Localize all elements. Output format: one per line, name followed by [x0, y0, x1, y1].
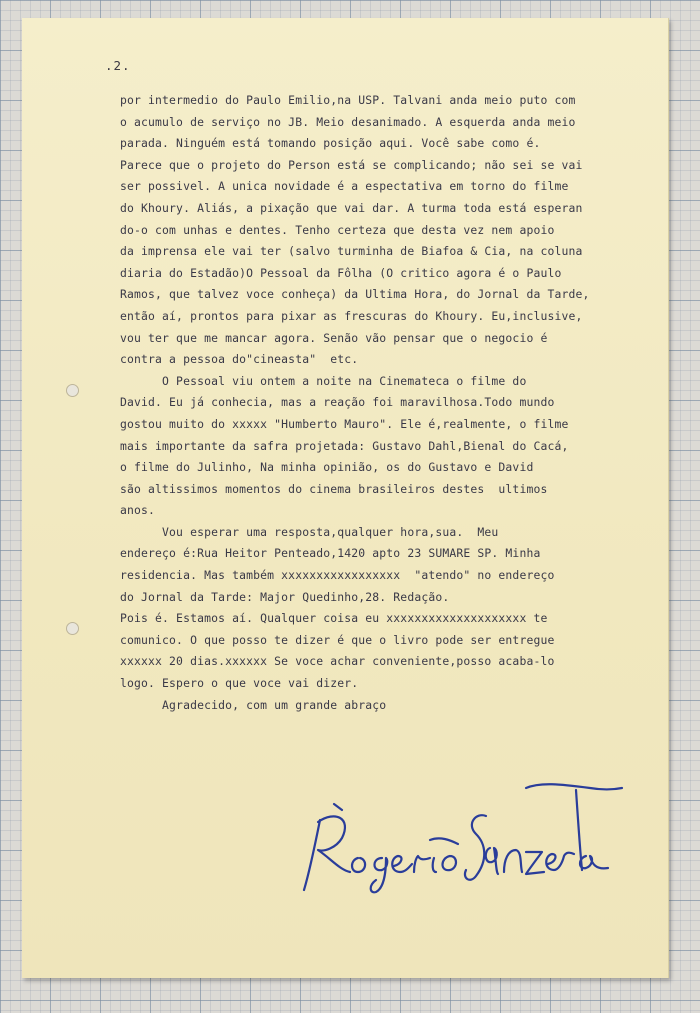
- letter-line: são altissimos momentos do cinema brasileiros destes ultimos: [120, 481, 548, 496]
- letter-line: Ramos, que talvez voce conheça) da Ultima Hora, do Jornal da Tarde,: [120, 287, 590, 302]
- page-number: .2.: [105, 58, 131, 73]
- letter-line: O Pessoal viu ontem a noite na Cinemateca o filme do: [120, 373, 527, 388]
- letter-line: logo. Espero o que voce vai dizer.: [120, 676, 359, 691]
- letter-line: diaria do Estadão)O Pessoal da Fôlha (O critico agora é o Paulo: [120, 265, 562, 280]
- letter-line: por intermedio do Paulo Emilio,na USP. Talvani anda meio puto com: [120, 93, 576, 107]
- letter-line: o acumulo de serviço no JB. Meio desanimado. A esquerda anda meio: [120, 114, 576, 129]
- letter-line: Parece que o projeto do Person está se complicando; não sei se vai: [120, 157, 583, 172]
- letter-line: residencia. Mas também xxxxxxxxxxxxxxxxx "atendo" no endereço: [120, 568, 555, 583]
- letter-line: o filme do Julinho, Na minha opinião, os do Gustavo e David: [120, 460, 534, 475]
- letter-line: então aí, prontos para pixar as frescuras do Khoury. Eu,inclusive,: [120, 308, 583, 323]
- letter-line: do Jornal da Tarde: Major Quedinho,28. Redação.: [120, 589, 450, 604]
- letter-line: David. Eu já conhecia, mas a reação foi maravilhosa.Todo mundo: [120, 395, 555, 410]
- letter-line: Pois é. Estamos aí. Qualquer coisa eu xxxxxxxxxxxxxxxxxxxx te: [120, 611, 548, 626]
- letter-line: Vou esperar uma resposta,qualquer hora,sua. Meu: [120, 524, 499, 539]
- punch-hole-bottom: [66, 622, 79, 635]
- letter-body: [120, 90, 620, 716]
- letter-line: ser possivel. A unica novidade é a espectativa em torno do filme: [120, 179, 569, 194]
- letter-line: vou ter que me mancar agora. Senão vão pensar que o negocio é: [120, 330, 548, 345]
- punch-hole-top: [66, 384, 79, 397]
- signature-drawing: [290, 760, 630, 900]
- letter-line: Agradecido, com um grande abraço: [120, 697, 387, 712]
- letter-line: endereço é:Rua Heitor Penteado,1420 apto 23 SUMARE SP. Minha: [120, 546, 541, 561]
- letter-line: do-o com unhas e dentes. Tenho certeza que desta vez nem apoio: [120, 222, 555, 237]
- letter-line: mais importante da safra projetada: Gustavo Dahl,Bienal do Cacá,: [120, 438, 569, 453]
- letter-line: do Khoury. Aliás, a pixação que vai dar. A turma toda está esperan: [120, 200, 583, 215]
- letter-line: contra a pessoa do"cineasta" etc.: [120, 352, 359, 367]
- signature: [290, 760, 630, 900]
- letter-line: comunico. O que posso te dizer é que o livro pode ser entregue: [120, 632, 555, 647]
- letter-line: anos.: [120, 503, 156, 518]
- letter-line: xxxxxx 20 dias.xxxxxx Se voce achar conveniente,posso acaba-lo: [120, 654, 555, 669]
- letter-line: gostou muito do xxxxx "Humberto Mauro". Ele é,realmente, o filme: [120, 416, 569, 431]
- letter-line: da imprensa ele vai ter (salvo turminha de Biafoa & Cia, na coluna: [120, 244, 583, 259]
- letter-line: parada. Ninguém está tomando posição aqui. Você sabe como é.: [120, 136, 541, 151]
